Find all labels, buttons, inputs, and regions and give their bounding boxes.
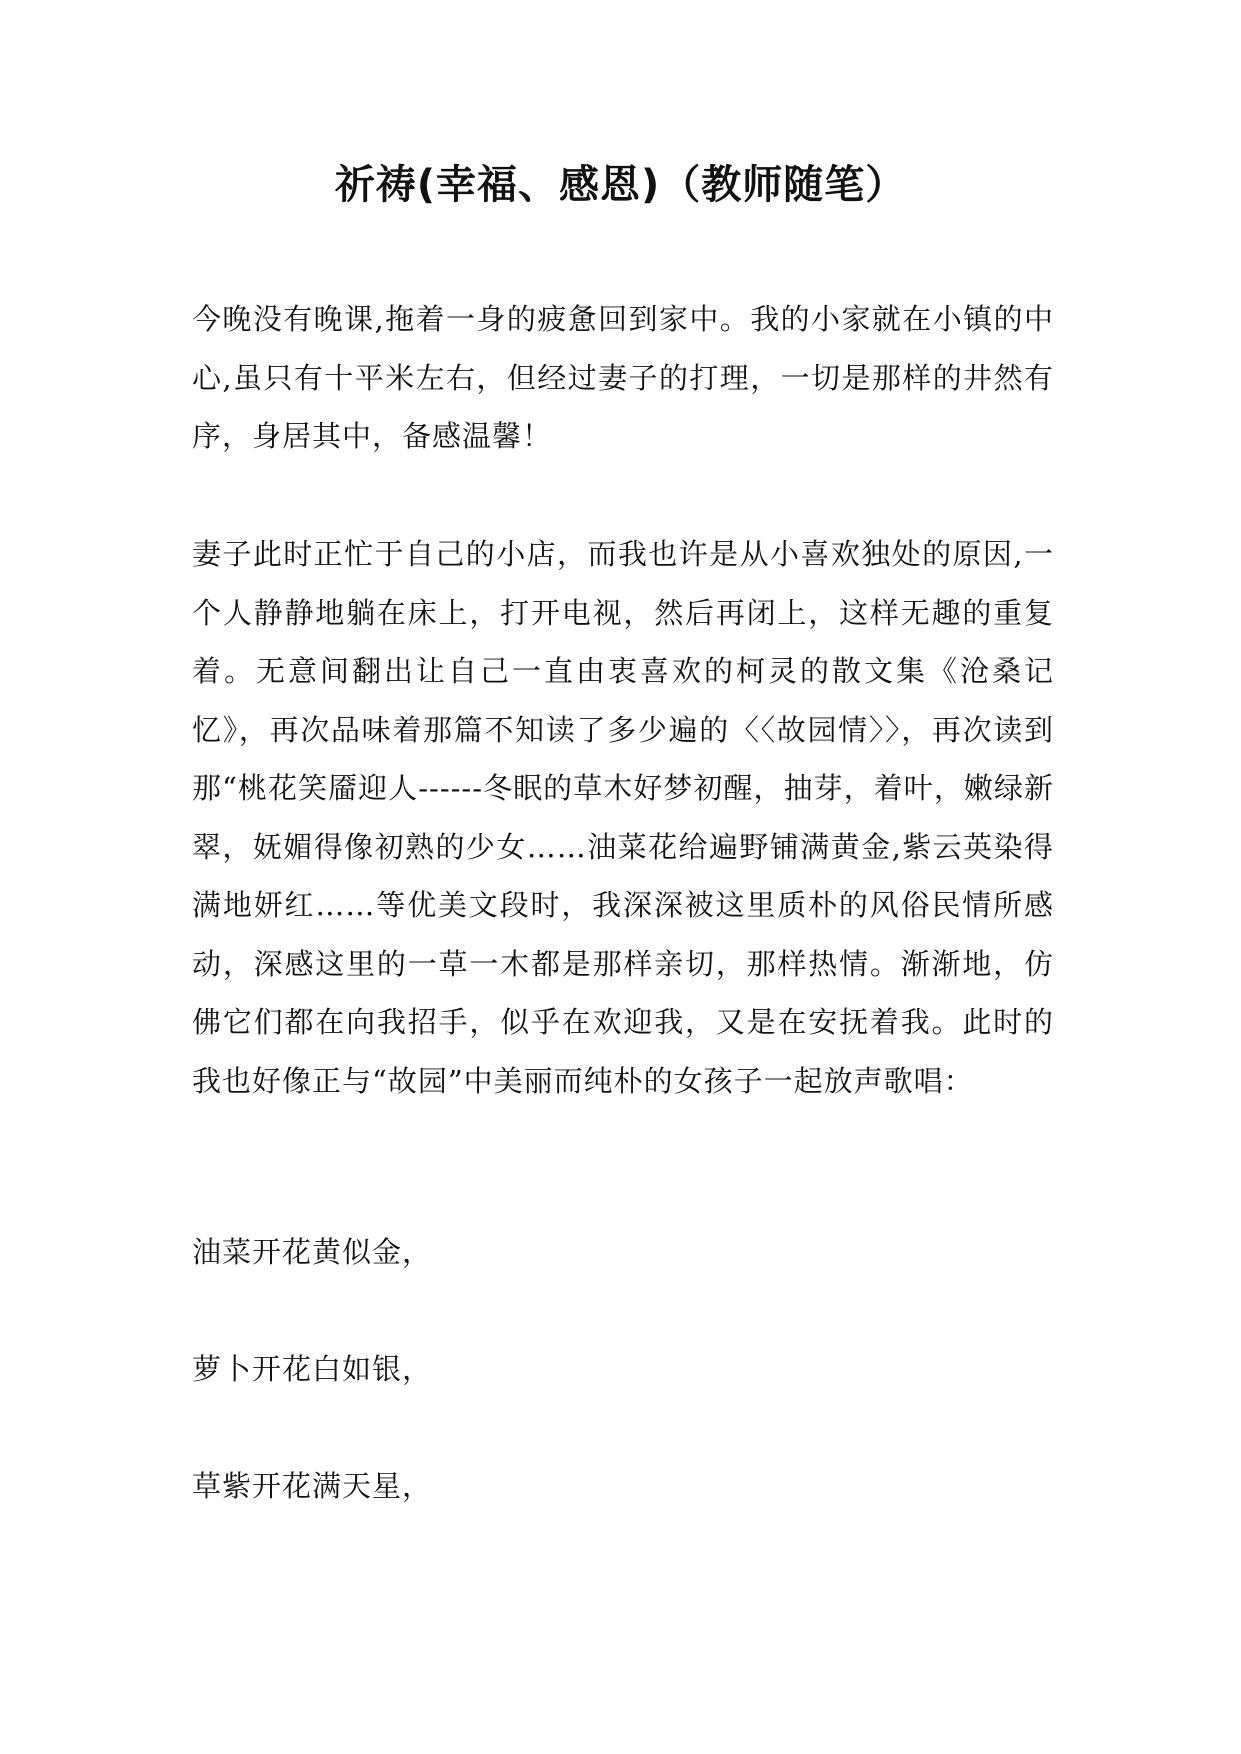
paragraph-1: 今晚没有晚课,拖着一身的疲惫回到家中。我的小家就在小镇的中心,虽只有十平米左右，但经过妻子的打理，一切是那样的井然有序，身居其中，备感温馨！ (192, 302, 1054, 453)
verse-line-3: 草紫开花满天星， (192, 1469, 433, 1503)
paragraph-2: 妻子此时正忙于自己的小店，而我也许是从小喜欢独处的原因,一个人静静地躺在床上，打开电视，然后再闭上，这样无趣的重复着。无意间翻出让自己一直由衷喜欢的柯灵的散文集《沧桑记忆》，再次品味着那篇不知读了多少遍的〈〈故园情〉〉，再次读到那“桃花笑靥迎人------冬眠的草木好梦初醒，抽芽，着叶，嫩绿新翠，妩媚得像初熟的少女……油菜花给遍野铺满黄金,紫云英染得满地妍红……等优美文段时，我深深被这里质朴的风俗民情所感动，深感这里的一草一木都是那样亲切，那样热情。渐渐地，仿佛它们都在向我招手，似乎在欢迎我，又是在安抚着我。此时的我也好像正与“故园”中美丽而纯朴的女孩子一起放声歌唱： (192, 537, 1054, 1098)
verse-line-2: 萝卜开花白如银， (192, 1352, 433, 1386)
document-title: 祈祷(幸福、感恩)（教师随笔） (334, 162, 907, 208)
verse-line-1: 油菜开花黄似金， (192, 1235, 433, 1269)
